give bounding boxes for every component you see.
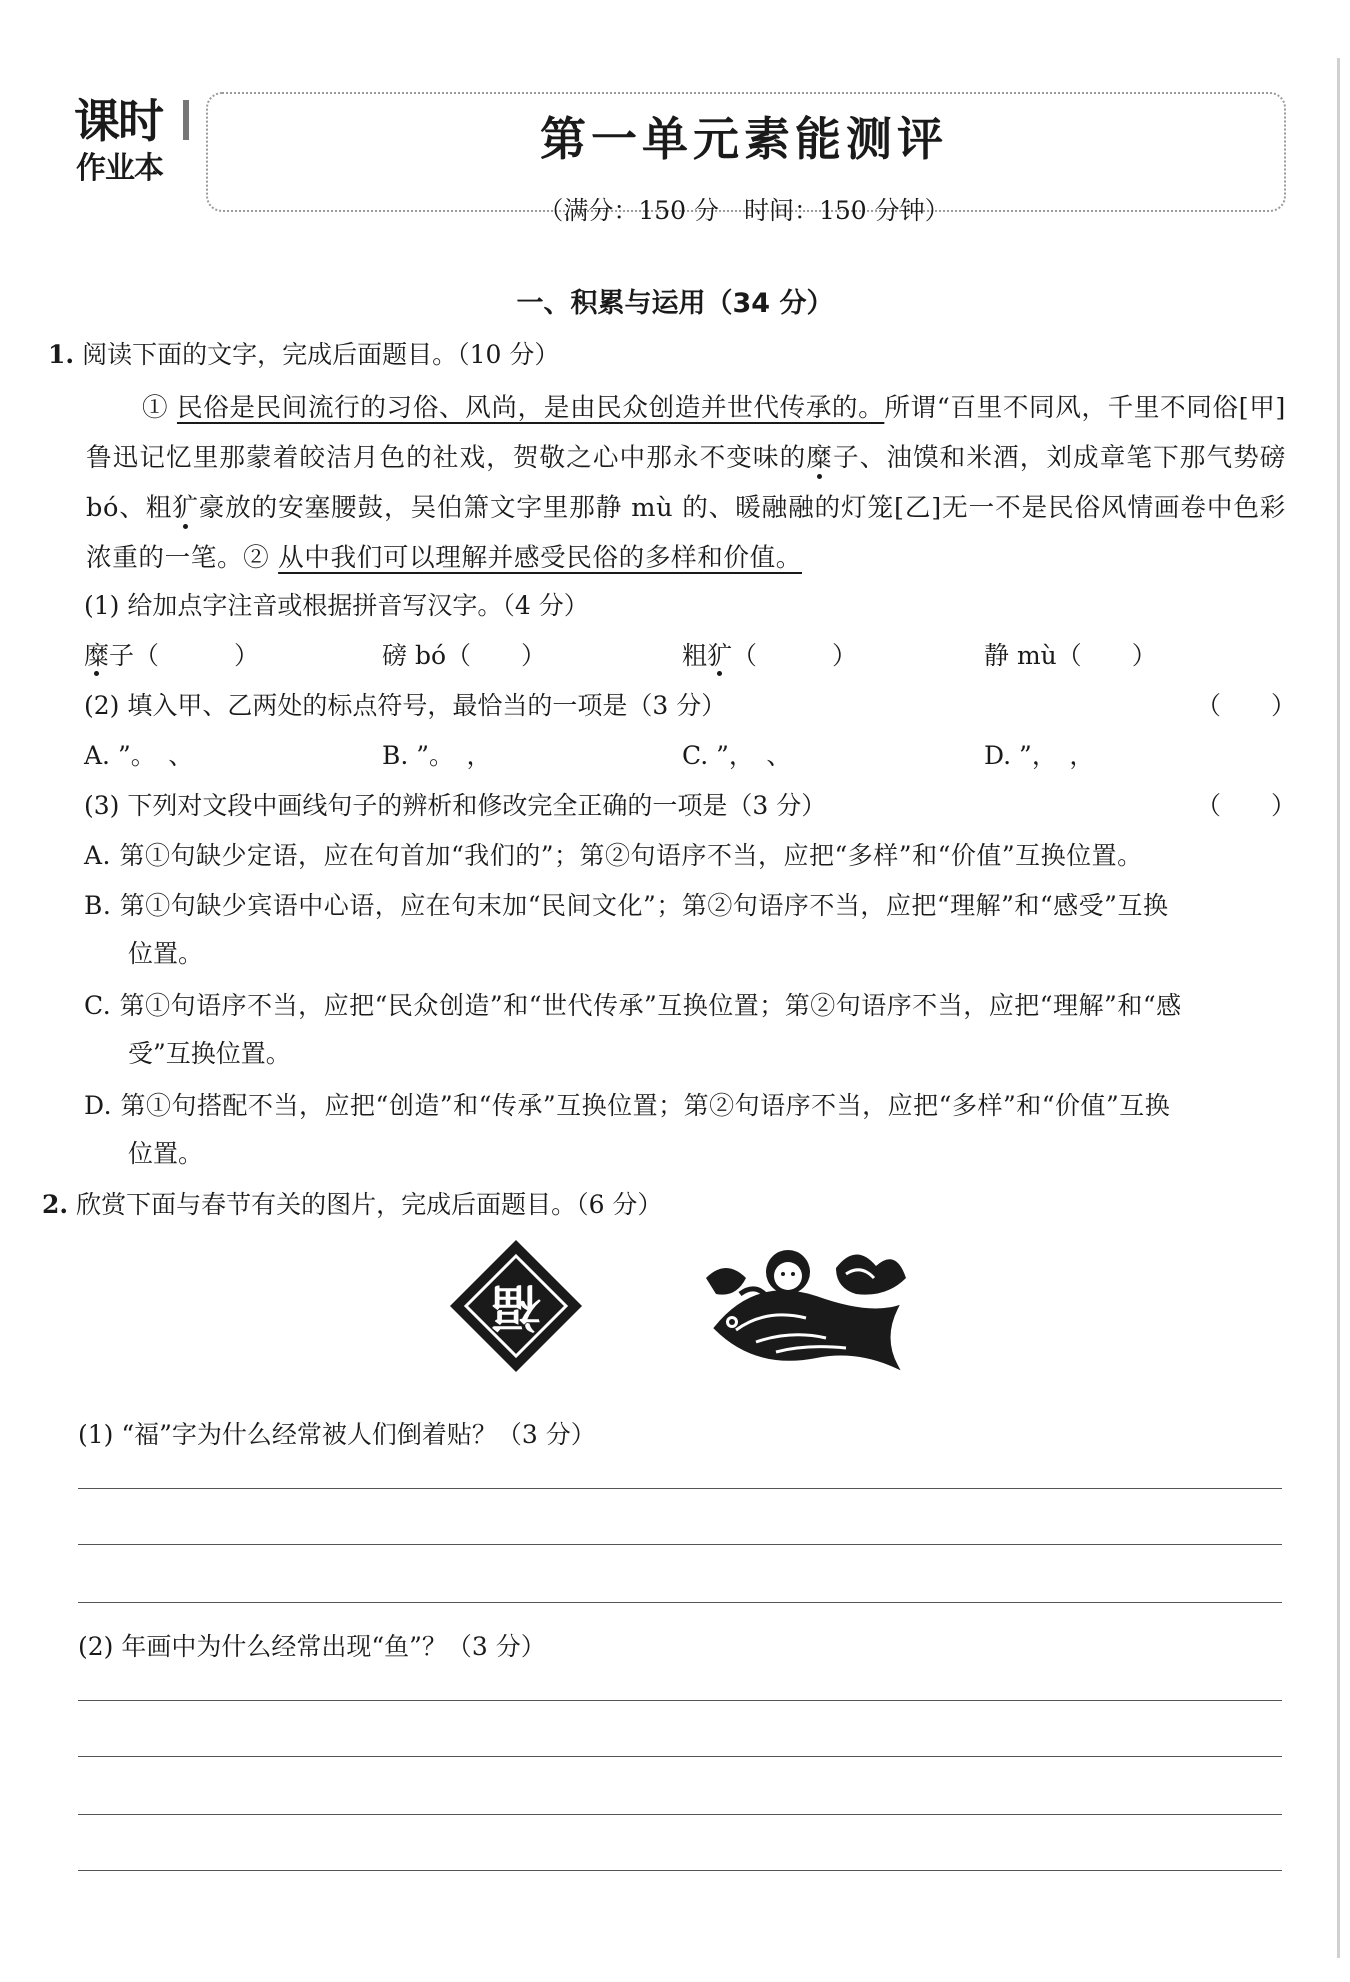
logo-line1: 课时 (74, 94, 162, 148)
dotted-char-guang: 犷 (707, 641, 733, 670)
passage-text: 鲁迅记忆里那蒙着皎洁月色的社戏，贺敬之心中那永不变味的 (86, 443, 807, 473)
dotted-char-mi: 糜 (806, 443, 833, 473)
q2-sub2-stem: (2) 年画中为什么经常出现“鱼”？（3 分） (78, 1632, 546, 1661)
page-title: 第一单元素能测评 (540, 112, 948, 166)
pinyin-item-3-char: 粗 (682, 641, 708, 670)
passage-text: 豪放的安塞腰鼓，吴伯箫文字里那静 mù 的、暖融融的灯笼 (198, 493, 894, 523)
section-heading: 一、积累与运用（34 分） (516, 288, 834, 319)
option-d[interactable]: D. 第①句搭配不当，应把“创造”和“传承”互换位置；第②句语序不当，应把“多样”和“价值”互换 (84, 1091, 1171, 1120)
answer-blank[interactable]: （ ） (1196, 691, 1297, 720)
sentence2-mark: ② (243, 543, 279, 573)
page-edge-line (1337, 58, 1340, 1958)
pinyin-item-3-rest: （ ） (732, 641, 858, 670)
answer-line[interactable] (78, 1756, 1282, 1757)
answer-line[interactable] (78, 1602, 1282, 1603)
q1-sub2-stem: (2) 填入甲、乙两处的标点符号，最恰当的一项是（3 分） (84, 691, 727, 720)
answer-line[interactable] (78, 1544, 1282, 1545)
option-b-cont: 位置。 (128, 939, 204, 968)
option-d-cont: 位置。 (128, 1139, 204, 1168)
sentence1-mark: ① (142, 393, 177, 423)
logo-line2: 作业本 (76, 151, 163, 186)
child-fish-papercut-image (696, 1238, 918, 1378)
q2-number: 2. (42, 1190, 69, 1219)
q1-stem-text: 阅读下面的文字，完成后面题目。（10 分） (82, 340, 560, 369)
pinyin-item-4[interactable]: 静 mù（ ） (984, 641, 1157, 670)
pinyin-item-3[interactable] (682, 643, 857, 668)
q1-sub1-stem: (1) 给加点字注音或根据拼音写汉字。（4 分） (84, 591, 589, 620)
q2-sub1-stem: (1) “福”字为什么经常被人们倒着贴？（3 分） (78, 1420, 596, 1449)
q1-number: 1. (48, 340, 75, 369)
page-subtitle: （满分：150 分 时间：150 分钟） (538, 196, 950, 225)
dotted-char-mi: 糜 (84, 641, 110, 670)
dotted-char-guang: 犷 (172, 493, 199, 523)
underlined-sentence-2: 从中我们可以理解并感受民俗的多样和价值。 (278, 543, 802, 573)
passage-text: 所谓“百里不同风，千里不同俗 (884, 393, 1239, 423)
option-b[interactable]: B. 第①句缺少宾语中心语，应在句末加“民间文化”；第②句语序不当，应把“理解”和“感受”互换 (84, 891, 1169, 920)
passage-text: 无一不是民俗风情画卷中色彩浓重的一笔。 (86, 493, 1286, 573)
answer-line[interactable] (78, 1700, 1282, 1701)
option-a[interactable]: A. ”。 、 (84, 741, 194, 770)
option-d[interactable]: D. ”， ， (984, 741, 1095, 770)
pinyin-item-2[interactable]: 磅 bó（ ） (382, 641, 547, 670)
option-b[interactable]: B. ”。 ， (382, 741, 492, 770)
passage-text: 子、油馍和米酒，刘成章笔下那气势磅 bó、粗 (86, 443, 1286, 523)
answer-line[interactable] (78, 1814, 1282, 1815)
underlined-sentence-1: 民俗是民间流行的习俗、风尚，是由民众创造并世代传承的。 (176, 393, 885, 423)
mark-jia: [甲] (1238, 393, 1287, 423)
option-c[interactable]: C. 第①句语序不当，应把“民众创造”和“世代传承”互换位置；第②句语序不当，应把“理解”和“感 (84, 991, 1182, 1020)
answer-blank[interactable]: （ ） (1196, 791, 1297, 820)
q1-passage (86, 383, 1286, 583)
answer-line[interactable] (78, 1870, 1282, 1871)
logo-mark (183, 100, 189, 140)
option-c[interactable]: C. ”， 、 (682, 741, 792, 770)
pinyin-item-1[interactable] (84, 643, 259, 668)
option-c-cont: 受”互换位置。 (128, 1039, 291, 1068)
q1-stem (48, 342, 559, 367)
fu-character: 福 (491, 1278, 541, 1336)
fu-papercut-image (446, 1236, 586, 1376)
mark-yi: [乙] (893, 493, 942, 523)
q2-stem-text: 欣赏下面与春节有关的图片，完成后面题目。（6 分） (76, 1190, 663, 1219)
pinyin-item-1-rest: 子（ ） (109, 641, 260, 670)
q1-sub3-stem: (3) 下列对文段中画线句子的辨析和修改完全正确的一项是（3 分） (84, 791, 827, 820)
option-a[interactable]: A. 第①句缺少定语，应在句首加“我们的”；第②句语序不当，应把“多样”和“价值”互换位置。 (84, 841, 1143, 870)
answer-line[interactable] (78, 1488, 1282, 1489)
q2-stem (42, 1192, 662, 1217)
